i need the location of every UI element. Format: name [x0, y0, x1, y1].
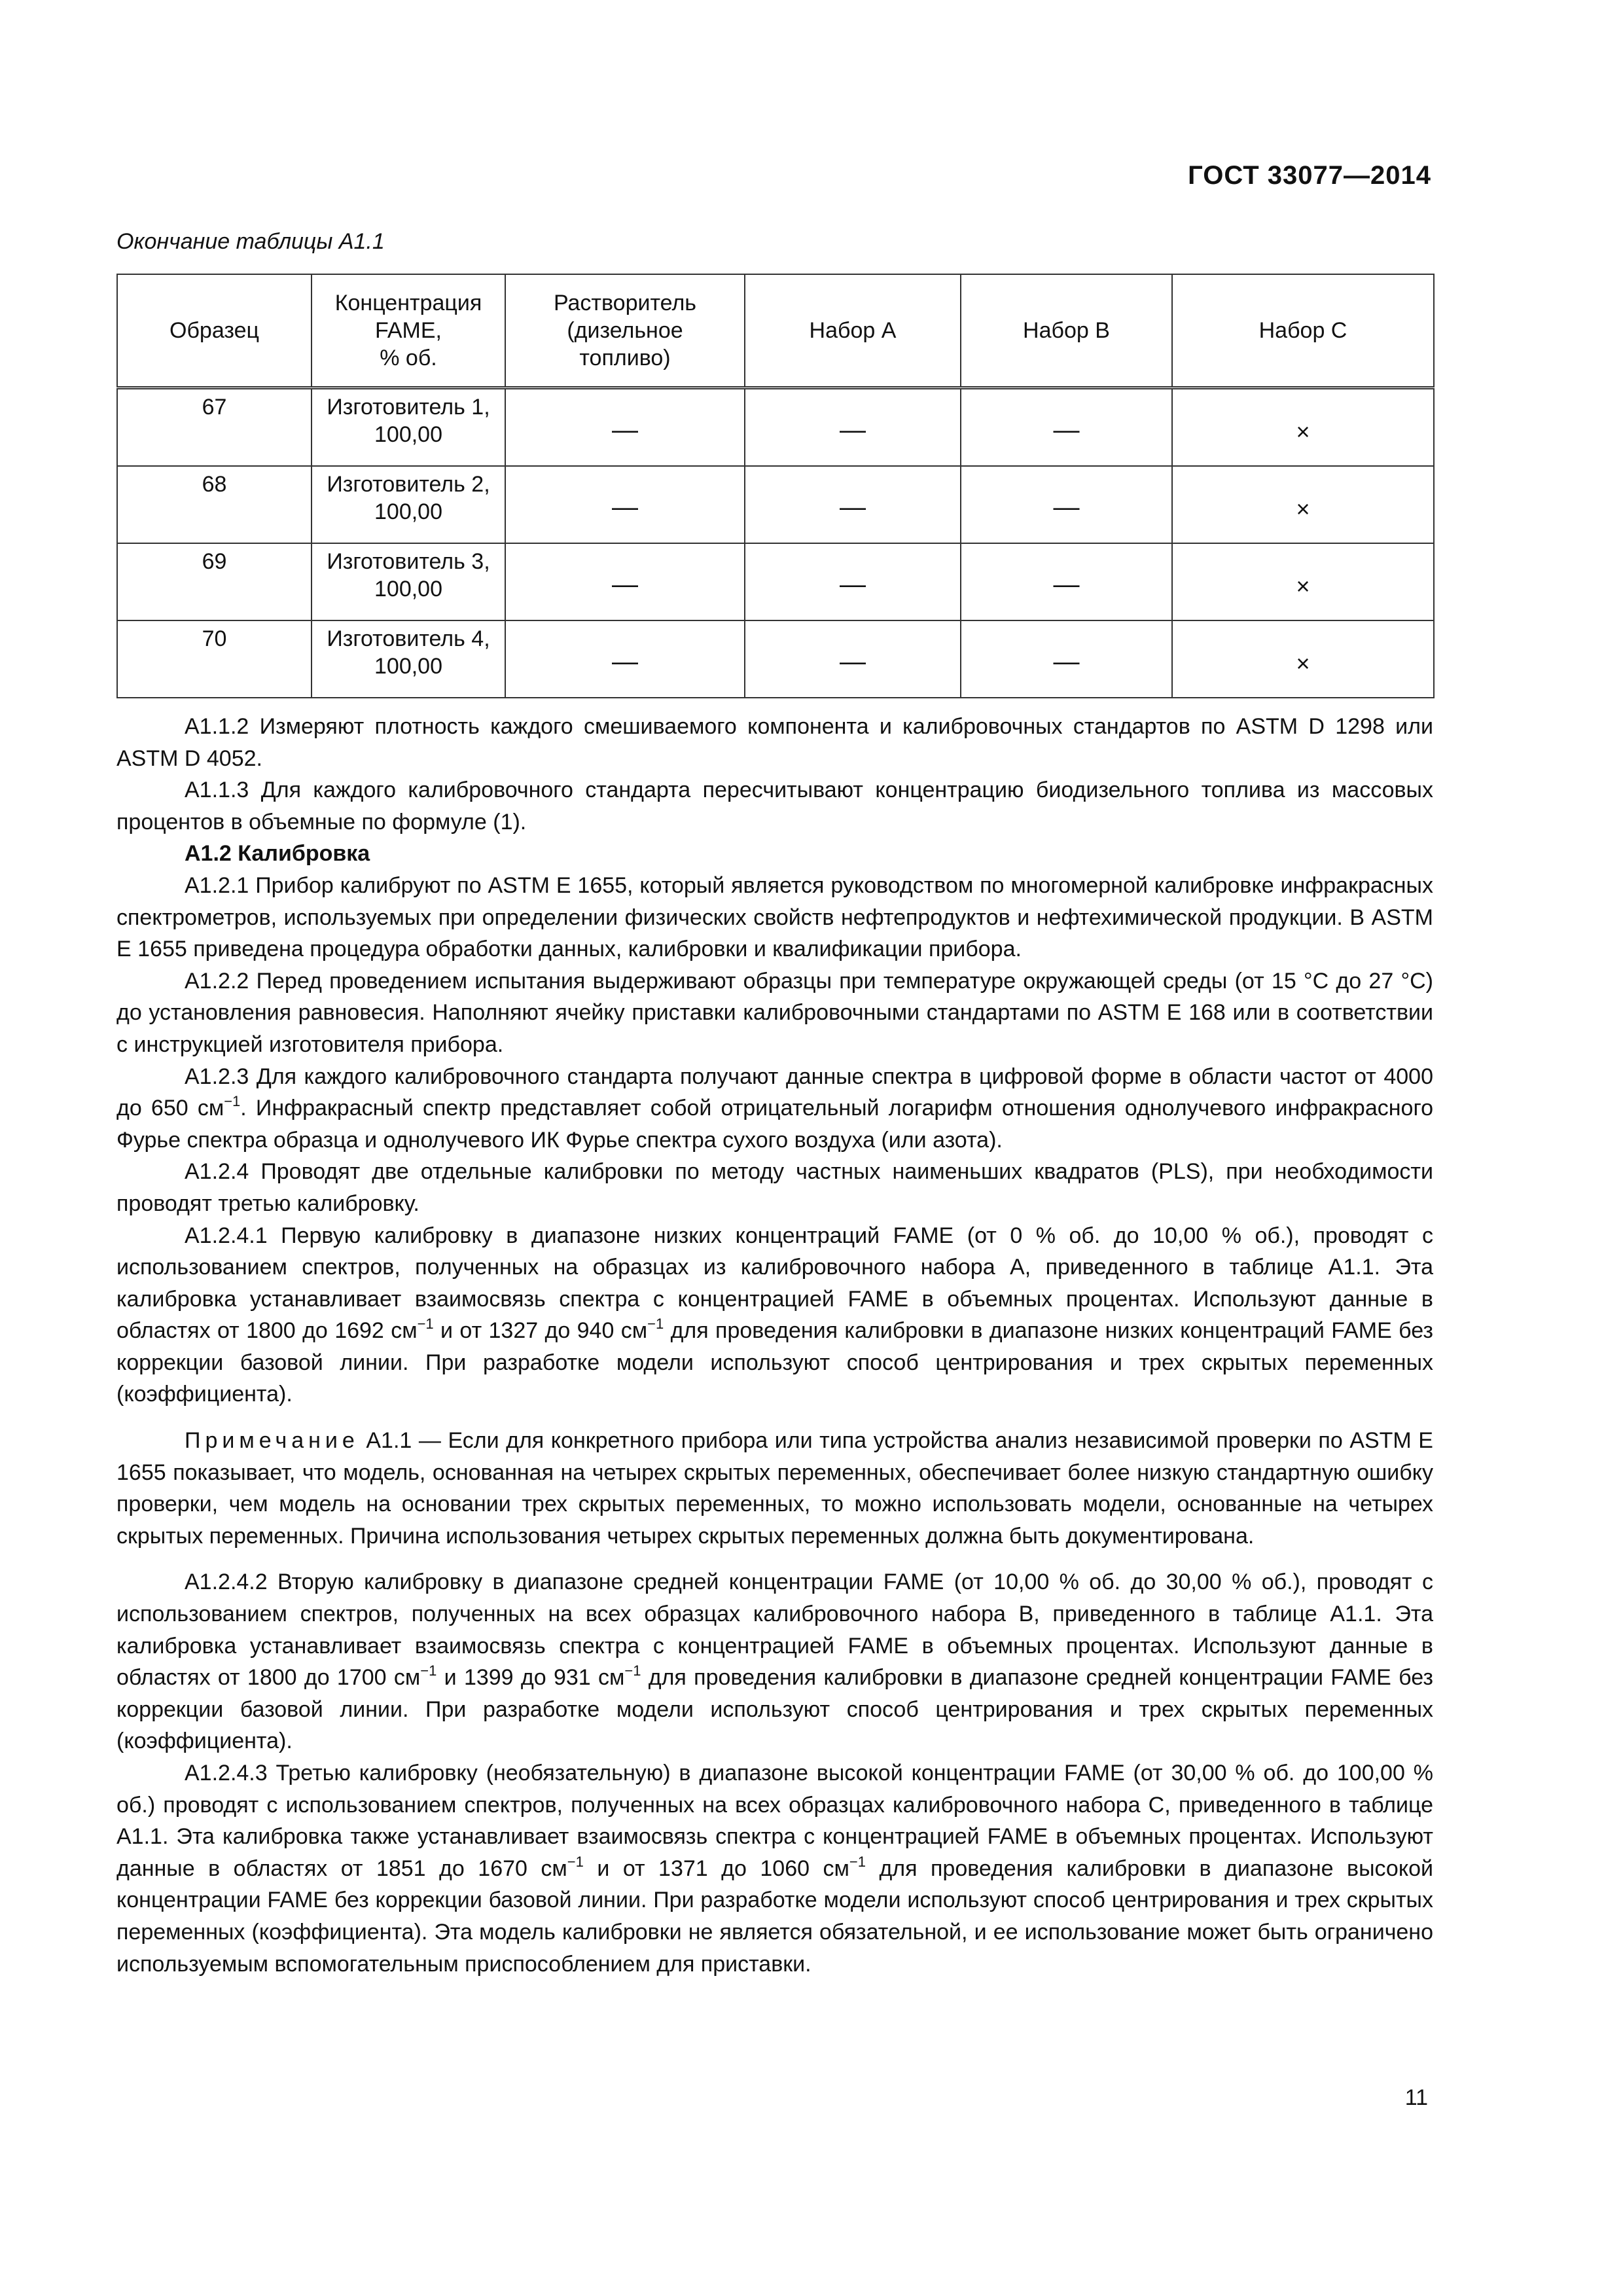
cell-concentration: Изготовитель 3, 100,00 [312, 543, 505, 620]
paragraph-a1-2-4: А1.2.4 Проводят две отдельные калибровки по методу частных наименьших квадратов (PLS), при необходимости проводят третью калибровку. [116, 1159, 1433, 1216]
table-header-row [117, 274, 1434, 388]
cell-sample: 68 [117, 466, 312, 543]
paragraph-a1-1-3: А1.1.3 Для каждого калибровочного стандарта пересчитывают концентрацию биодизельного топлива из массовых процентов в объемные по формуле (1). [116, 778, 1433, 834]
cell-set-c: × [1172, 620, 1434, 698]
note-a1-1: Примечание А1.1 — Если для конкретного прибора или типа устройства анализ независимой проверки по ASTM E 1655 показывает, что модель, основанная на четырех скрытых переменных, обеспечивает более низкую стандартную ошибку проверки, чем модель на основании трех скрытых переменных, то можно использовать модели, основанные на четырех скрытых переменных. Причина использования четырех скрытых переменных должна быть документирована. [116, 1428, 1433, 1549]
cell-set-b: — [961, 466, 1172, 543]
paragraph-a1-1-2: А1.1.2 Измеряют плотность каждого смешиваемого компонента и калибровочных стандартов по ASTM D 1298 или ASTM D 4052. [116, 714, 1433, 771]
calibration-samples-table [116, 274, 1435, 698]
paragraph-a1-2-4-2: А1.2.4.2 Вторую калибровку в диапазоне средней концентрации FAME (от 10,00 % об. до 30,00 % об.), проводят с использованием спектров, полученных на всех образцах калибровочного набора В, приведенного в таблице А1.1. Эта калибровка устанавливает взаимосвязь спектра с концентрацией FAME в объемных процентах. Используют данные в областях от 1800 до 1700 $см^{-1}$ и 1399 до 931 $см^{-1}$ для проведения калибровки в диапазоне средней концентрации FAME без коррекции базовой линии. При разработке модели используют способ центрирования и трех скрытых переменных (коэффициента). [116, 1570, 1433, 1754]
cell-solvent: — [505, 466, 745, 543]
paragraph-a1-2-1: А1.2.1 Прибор калибруют по ASTM E 1655, который является руководством по многомерной калибровке инфракрасных спектрометров, используемых при определении физических свойств нефтепродуктов и нефтехимической продукции. В ASTM E 1655 приведена процедура обработки данных, калибровки и квалификации прибора. [116, 872, 1433, 962]
cell-set-c: × [1172, 543, 1434, 620]
table-caption: Окончание таблицы А1.1 [116, 229, 385, 254]
table-row [117, 466, 1434, 543]
cell-solvent: — [505, 388, 745, 467]
cell-set-a: — [745, 466, 961, 543]
col-header-solvent: Растворитель (дизельное топливо) [505, 274, 745, 388]
cell-set-b: — [961, 388, 1172, 467]
cell-concentration: Изготовитель 2, 100,00 [312, 466, 505, 543]
table-row [117, 388, 1434, 467]
col-header-set-c: Набор С [1172, 274, 1434, 388]
cell-set-a: — [745, 388, 961, 467]
cell-set-a: — [745, 543, 961, 620]
cell-set-c: × [1172, 388, 1434, 467]
cell-set-a: — [745, 620, 961, 698]
table-row [117, 543, 1434, 620]
cell-sample: 67 [117, 388, 312, 467]
col-header-concentration: Концентрация FAME, % об. [312, 274, 505, 388]
table-row [117, 620, 1434, 698]
cell-set-c: × [1172, 466, 1434, 543]
body-text [116, 711, 1433, 1980]
cell-solvent: — [505, 620, 745, 698]
paragraph-a1-2-4-1: А1.2.4.1 Первую калибровку в диапазоне низких концентраций FAME (от 0 % об. до 10,00 % об.), проводят с использованием спектров, полученных на образцах из калибровочного набора А, приведенного в таблице А1.1. Эта калибровка устанавливает взаимосвязь спектра с концентрацией FAME в объемных процентах. Используют данные в областях от 1800 до 1692 $см^{-1}$ и от 1327 до 940 $см^{-1}$ для проведения калибровки в диапазоне низких концентраций FAME без коррекции базовой линии. При разработке модели используют способ центрирования и трех скрытых переменных (коэффициента). [116, 1223, 1433, 1407]
paragraph-a1-2-4-3: А1.2.4.3 Третью калибровку (необязательную) в диапазоне высокой концентрации FAME (от 30,00 % об. до 100,00 % об.) проводят с использованием спектров, полученных на всех образцах калибровочного набора С, приведенного в таблице А1.1. Эта калибровка также устанавливает взаимосвязь спектра с концентрацией FAME в объемных процентах. Используют данные в областях от 1851 до 1670 $см^{-1}$ и от 1371 до 1060 $см^{-1}$ для проведения калибровки в диапазоне высокой концентрации FAME без коррекции базовой линии. При разработке модели используют способ центрирования и трех скрытых переменных (коэффициента). Эта модель калибровки не является обязательной, и ее использование может быть ограничено используемым вспомогательным приспособлением для приставки. [116, 1761, 1434, 1977]
cell-set-b: — [961, 543, 1172, 620]
paragraph-a1-2-3: А1.2.3 Для каждого калибровочного стандарта получают данные спектра в цифровой форме в области частот от 4000 до 650 $см^{-1}$. Инфракрасный спектр представляет собой отрицательный логарифм отношения однолучевого инфракрасного Фурье спектра образца и однолучевого ИК Фурье спектра сухого воздуха (или азота). [116, 1064, 1434, 1153]
cell-concentration: Изготовитель 4, 100,00 [312, 620, 505, 698]
paragraph-a1-2-2: А1.2.2 Перед проведением испытания выдерживают образцы при температуре окружающей среды (от 15 °С до 27 °С) до установления равновесия. Наполняют ячейку приставки калибровочными стандартами по ASTM E 168 или в соответствии с инструкцией изготовителя прибора. [116, 968, 1433, 1057]
cell-sample: 70 [117, 620, 312, 698]
cell-set-b: — [961, 620, 1172, 698]
section-heading-a1-2: А1.2 Калибровка [185, 841, 370, 867]
note-label: Примечание [185, 1428, 359, 1454]
col-header-sample: Образец [117, 274, 312, 388]
col-header-set-a: Набор А [745, 274, 961, 388]
document-code: ГОСТ 33077—2014 [1188, 161, 1431, 190]
col-header-set-b: Набор В [961, 274, 1172, 388]
cell-concentration: Изготовитель 1, 100,00 [312, 388, 505, 467]
cell-solvent: — [505, 543, 745, 620]
cell-sample: 69 [117, 543, 312, 620]
page-number: 11 [1404, 2085, 1428, 2110]
